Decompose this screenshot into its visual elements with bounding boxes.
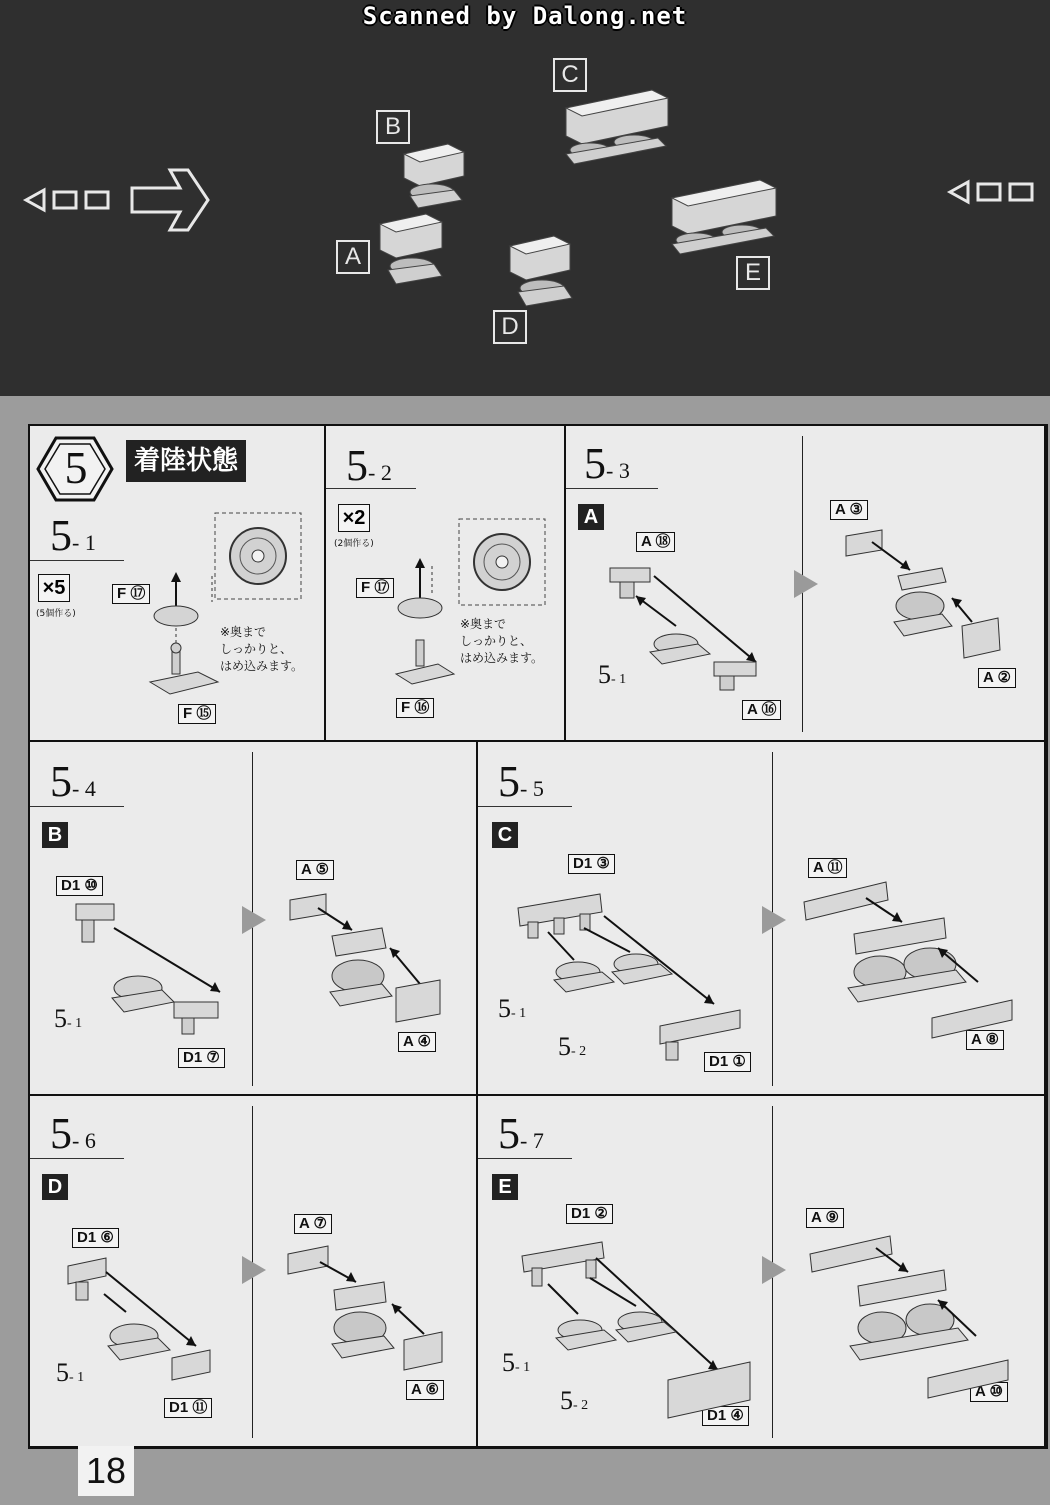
- assembly-illustration-left: [514, 882, 744, 1072]
- page-number: 18: [78, 1446, 134, 1496]
- assembly-illustration-right: [804, 1224, 1034, 1424]
- substep-reference: 5- 2: [560, 1386, 589, 1415]
- part-tag: A ⑥: [406, 1380, 444, 1400]
- sequence-arrow-right-icon: [946, 172, 1046, 212]
- assembly-illustration-left: [606, 556, 786, 726]
- overview-label-e: E: [736, 256, 770, 290]
- next-arrow-icon: [794, 570, 818, 598]
- next-arrow-icon: [762, 906, 786, 934]
- quantity-note: (5個作る): [36, 609, 76, 619]
- step-5-1-panel: [28, 424, 328, 742]
- part-tag: A ②: [978, 668, 1016, 688]
- part-tag: D1 ⑪: [164, 1398, 212, 1418]
- substep-reference: 5- 2: [558, 1032, 587, 1061]
- block-letter-e: E: [492, 1174, 518, 1200]
- block-illustration-b: [402, 140, 482, 210]
- substep-underline: [30, 806, 124, 807]
- overview-label-c: C: [553, 58, 587, 92]
- part-tag: D1 ⑥: [72, 1228, 119, 1248]
- part-tag: F ⑰: [112, 584, 150, 604]
- part-tag: A ⑨: [806, 1208, 844, 1228]
- part-tag: D1 ⑩: [56, 876, 103, 896]
- substep-number: 5- 3: [584, 439, 630, 488]
- part-tag: D1 ③: [568, 854, 615, 874]
- substep-underline: [478, 1158, 572, 1159]
- quantity-badge: ×5: [38, 574, 70, 602]
- assembly-illustration-right: [842, 526, 1022, 696]
- block-illustration-d: [508, 230, 588, 310]
- assembly-illustration-right: [798, 872, 1028, 1062]
- step-5-7-panel: [476, 1094, 1046, 1448]
- part-tag: F ⑰: [356, 578, 394, 598]
- block-letter-c: C: [492, 822, 518, 848]
- next-arrow-icon: [762, 1256, 786, 1284]
- step-5-6-panel: [28, 1094, 478, 1448]
- assembly-note: ※奥まで しっかりと、 はめ込みます。: [460, 617, 544, 665]
- assembly-illustration-left: [70, 898, 250, 1048]
- part-tag: A ⑤: [296, 860, 334, 880]
- assembly-illustration-right: [286, 888, 466, 1058]
- block-letter-d: D: [42, 1174, 68, 1200]
- part-tag: D1 ②: [566, 1204, 613, 1224]
- assembly-illustration-left: [518, 1230, 758, 1430]
- assembly-note: ※奥まで しっかりと、 はめ込みます。: [220, 625, 304, 673]
- assembly-illustration-left: [64, 1252, 244, 1402]
- overview-panel: [0, 0, 1050, 396]
- substep-number: 5- 5: [498, 757, 544, 806]
- block-illustration-a: [378, 208, 458, 288]
- substep-underline: [30, 1158, 124, 1159]
- quantity-note: (2個作る): [334, 539, 374, 549]
- step-5-3-panel: [564, 424, 1046, 742]
- overview-label-d: D: [493, 310, 527, 344]
- quantity-badge: ×2: [338, 504, 370, 532]
- block-letter-a: A: [578, 504, 604, 530]
- step-5-4-panel: [28, 740, 478, 1096]
- overview-label-a: A: [336, 240, 370, 274]
- substep-underline: [326, 488, 416, 489]
- part-tag: A ④: [398, 1032, 436, 1052]
- substep-underline: [30, 560, 124, 561]
- scan-credit: Scanned by Dalong.net: [362, 2, 688, 30]
- part-tag: A ⑯: [742, 700, 781, 720]
- step-title: 着陸状態: [126, 440, 246, 482]
- part-tag: D1 ⑦: [178, 1048, 225, 1068]
- substep-reference: 5- 1: [502, 1348, 531, 1377]
- part-tag: A ⑱: [636, 532, 675, 552]
- next-arrow-icon: [242, 1256, 266, 1284]
- block-letter-b: B: [42, 822, 68, 848]
- assembly-illustration-right: [284, 1242, 464, 1412]
- block-illustration-e: [668, 176, 788, 256]
- part-tag: A ⑩: [970, 1382, 1008, 1402]
- block-illustration-c: [562, 86, 672, 166]
- substep-reference: 5- 1: [498, 994, 527, 1023]
- substep-reference: 5- 1: [54, 1004, 83, 1033]
- substep-number: 5- 1: [50, 511, 96, 560]
- part-tag: D1 ①: [704, 1052, 751, 1072]
- part-tag: F ⑯: [396, 698, 434, 718]
- step-5-5-panel: [476, 740, 1046, 1096]
- step-5-2-panel: [324, 424, 566, 742]
- part-tag: D1 ④: [702, 1406, 749, 1426]
- substep-reference: 5- 1: [56, 1358, 85, 1387]
- substep-underline: [478, 806, 572, 807]
- overview-label-b: B: [376, 110, 410, 144]
- substep-number: 5- 6: [50, 1109, 96, 1158]
- step-number: 5: [64, 442, 88, 493]
- substep-number: 5- 2: [346, 441, 392, 490]
- part-tag: A ⑪: [808, 858, 847, 878]
- part-tag: A ⑧: [966, 1030, 1004, 1050]
- substep-underline: [566, 488, 658, 489]
- part-tag: A ③: [830, 500, 868, 520]
- sequence-arrow-left-icon: [20, 160, 240, 240]
- part-tag: A ⑦: [294, 1214, 332, 1234]
- substep-number: 5- 7: [498, 1109, 544, 1158]
- part-tag: F ⑮: [178, 704, 216, 724]
- substep-reference: 5- 1: [598, 660, 627, 689]
- substep-number: 5- 4: [50, 757, 96, 806]
